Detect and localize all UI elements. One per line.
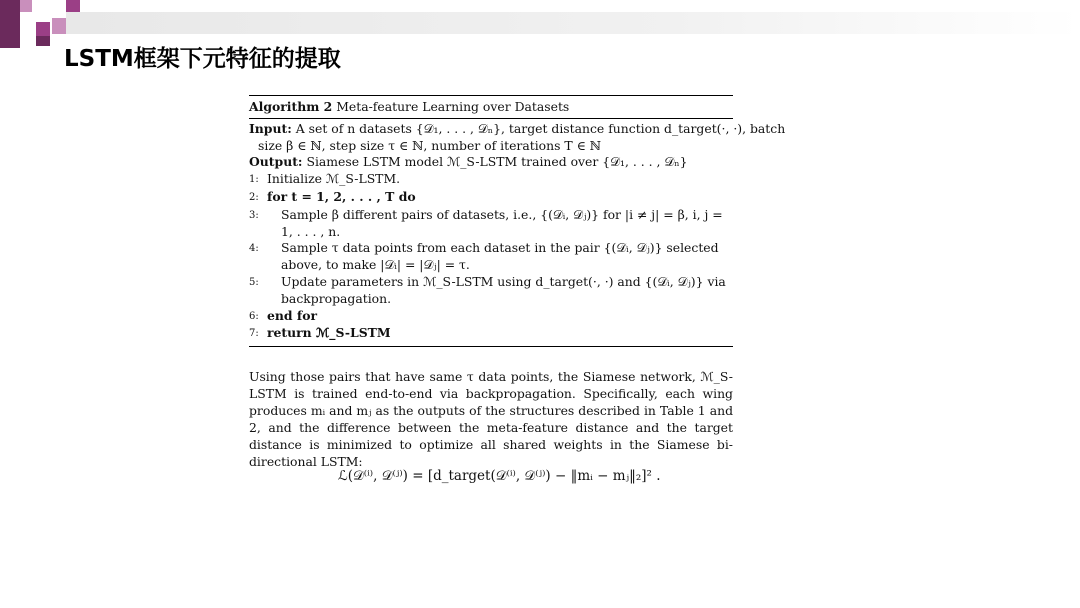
algorithm-step <box>249 171 733 189</box>
step-number: 5: <box>249 276 259 288</box>
algorithm-input <box>249 120 786 138</box>
corner-decoration-square <box>52 18 66 34</box>
step-number: 6: <box>249 310 259 322</box>
step-text: Update parameters in ℳ_S-LSTM using d_target(·, ·) and {(𝒟ᵢ, 𝒟ⱼ)} via backpropagation. <box>281 273 726 306</box>
step-number: 4: <box>249 243 259 255</box>
algorithm-step <box>249 207 733 241</box>
algorithm-step <box>249 325 733 343</box>
output-label: Output: <box>249 154 303 170</box>
step-text: Sample β different pairs of datasets, i.e., {(𝒟ᵢ, 𝒟ⱼ)} for |i ≠ j| = β, i, j = 1, . . . , n. <box>281 206 723 239</box>
algorithm-step <box>249 274 733 308</box>
step-number: 2: <box>249 191 259 203</box>
algorithm-number: Algorithm 2 <box>249 99 333 114</box>
loss-equation: ℒ(𝒟⁽ⁱ⁾, 𝒟⁽ʲ⁾) = [d_target(𝒟⁽ⁱ⁾, 𝒟⁽ʲ⁾) − ‖mᵢ − mⱼ‖₂]² . <box>338 468 661 484</box>
step-text: for t = 1, 2, . . . , T do <box>267 188 416 204</box>
input-text-line1: A set of n datasets {𝒟₁, . . . , 𝒟ₙ}, target distance function d_target(·, ·), batch <box>295 120 786 136</box>
algorithm-input-continued <box>249 138 733 155</box>
step-text: return ℳ_S-LSTM <box>267 325 391 341</box>
corner-decoration-square <box>36 22 50 36</box>
slide-title: LSTM框架下元特征的提取 <box>64 46 341 72</box>
step-text: Sample τ data points from each dataset in the pair {(𝒟ᵢ, 𝒟ⱼ)} selected above, to make |𝒟ᵢ| = |𝒟ⱼ| = τ. <box>281 240 719 273</box>
title-accent-bar <box>66 12 1080 34</box>
step-text: Initialize ℳ_S-LSTM. <box>267 171 401 187</box>
step-number: 3: <box>249 209 259 221</box>
algorithm-body <box>249 119 786 346</box>
corner-decoration-square <box>36 36 50 46</box>
output-text: Siamese LSTM model ℳ_S-LSTM trained over {𝒟₁, . . . , 𝒟ₙ} <box>306 154 688 170</box>
corner-decoration-square <box>0 0 20 48</box>
corner-decoration-square <box>20 0 32 12</box>
step-number: 1: <box>249 174 259 186</box>
algorithm-bottom-rule <box>249 346 733 347</box>
algorithm-caption: Meta-feature Learning over Datasets <box>336 99 570 114</box>
algorithm-header <box>249 96 733 118</box>
input-text-line2: size β ∈ ℕ, step size τ ∈ ℕ, number of iterations T ∈ ℕ <box>258 137 602 153</box>
algorithm-step <box>249 240 733 274</box>
algorithm-step <box>249 189 733 207</box>
body-paragraph: Using those pairs that have same τ data points, the Siamese network, ℳ_S-LSTM is trained end-to-end via backpropagation. Specifically, each wing produces mᵢ and mⱼ as the outputs of the structures described in Table 1 and 2, and the difference between the meta-feature distance and the target distance is minimized to optimize all shared weights in the Siamese bi-directional LSTM: <box>249 369 733 469</box>
algorithm-output <box>249 154 733 171</box>
corner-decoration-square <box>66 0 80 12</box>
step-text: end for <box>267 307 317 323</box>
algorithm-box <box>249 95 786 347</box>
algorithm-step <box>249 308 733 326</box>
step-number: 7: <box>249 328 259 340</box>
input-label: Input: <box>249 120 292 136</box>
